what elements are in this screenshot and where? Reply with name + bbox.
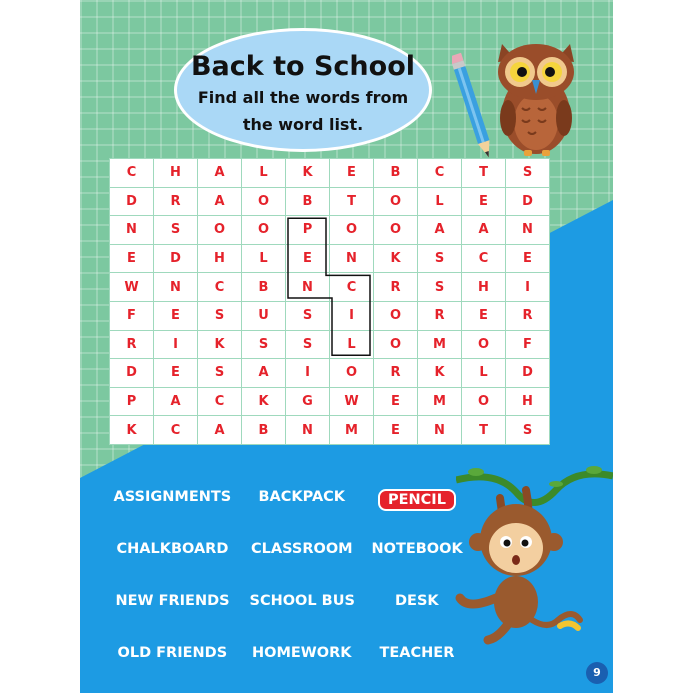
grid-cell[interactable]: K xyxy=(418,359,462,388)
grid-cell[interactable]: E xyxy=(154,301,198,330)
word-list-item: TEACHER xyxy=(379,645,455,661)
grid-cell[interactable]: H xyxy=(462,273,506,302)
word-list-item: NOTEBOOK xyxy=(371,541,463,557)
grid-cell[interactable]: E xyxy=(374,416,418,445)
grid-cell[interactable]: M xyxy=(418,387,462,416)
grid-cell[interactable]: A xyxy=(242,359,286,388)
grid-cell[interactable]: A xyxy=(418,216,462,245)
grid-cell[interactable]: W xyxy=(330,387,374,416)
grid-cell[interactable]: R xyxy=(154,187,198,216)
grid-cell[interactable]: M xyxy=(418,330,462,359)
grid-row xyxy=(110,273,550,302)
grid-cell[interactable]: E xyxy=(462,187,506,216)
grid-cell[interactable]: N xyxy=(286,273,330,302)
grid-cell[interactable]: E xyxy=(286,244,330,273)
grid-cell[interactable]: C xyxy=(198,387,242,416)
grid-cell[interactable]: R xyxy=(418,301,462,330)
grid-cell[interactable]: N xyxy=(330,244,374,273)
pencil-icon xyxy=(452,50,492,162)
instructions-line-2: the word list. xyxy=(242,115,364,134)
grid-cell[interactable]: K xyxy=(198,330,242,359)
grid-cell[interactable]: S xyxy=(242,330,286,359)
grid-cell[interactable]: M xyxy=(330,416,374,445)
grid-cell[interactable]: I xyxy=(154,330,198,359)
title-bubble xyxy=(174,28,432,152)
grid-cell[interactable]: B xyxy=(286,187,330,216)
grid-cell[interactable]: W xyxy=(110,273,154,302)
instructions-line-1: Find all the words from xyxy=(197,88,409,107)
grid-cell[interactable]: P xyxy=(110,387,154,416)
grid-cell[interactable]: B xyxy=(242,273,286,302)
grid-cell[interactable]: S xyxy=(418,273,462,302)
grid-cell[interactable]: T xyxy=(330,187,374,216)
word-list-item: PENCIL xyxy=(378,489,456,511)
grid-cell[interactable]: N xyxy=(110,216,154,245)
grid-cell[interactable]: C xyxy=(110,159,154,188)
grid-cell[interactable]: D xyxy=(154,244,198,273)
puzzle-page xyxy=(80,0,613,693)
grid-cell[interactable]: E xyxy=(506,244,550,273)
grid-cell[interactable]: K xyxy=(242,387,286,416)
word-list-item: ASSIGNMENTS xyxy=(113,489,232,505)
grid-cell[interactable]: S xyxy=(286,301,330,330)
grid-cell[interactable]: N xyxy=(286,416,330,445)
grid-cell[interactable]: A xyxy=(198,416,242,445)
owl-icon xyxy=(488,30,584,158)
grid-cell[interactable]: F xyxy=(110,301,154,330)
grid-cell[interactable]: I xyxy=(330,301,374,330)
grid-cell[interactable]: S xyxy=(198,301,242,330)
grid-cell[interactable]: L xyxy=(242,244,286,273)
grid-row xyxy=(110,244,550,273)
word-list-item: CHALKBOARD xyxy=(116,541,229,557)
grid-cell[interactable]: C xyxy=(154,416,198,445)
grid-cell[interactable]: H xyxy=(198,244,242,273)
grid-cell[interactable]: S xyxy=(154,216,198,245)
grid-row xyxy=(110,359,550,388)
grid-cell[interactable]: B xyxy=(374,159,418,188)
grid-cell[interactable]: D xyxy=(110,187,154,216)
grid-cell[interactable]: D xyxy=(110,359,154,388)
grid-cell[interactable]: G xyxy=(286,387,330,416)
grid-cell[interactable]: S xyxy=(506,416,550,445)
grid-cell[interactable]: I xyxy=(286,359,330,388)
grid-cell[interactable]: A xyxy=(198,187,242,216)
monkey-icon xyxy=(448,470,588,646)
grid-cell[interactable]: P xyxy=(286,216,330,245)
grid-cell[interactable]: C xyxy=(198,273,242,302)
grid-cell[interactable]: S xyxy=(506,159,550,188)
grid-cell[interactable]: T xyxy=(462,416,506,445)
grid-cell[interactable]: E xyxy=(330,159,374,188)
grid-cell[interactable]: N xyxy=(154,273,198,302)
grid-row xyxy=(110,416,550,445)
grid-cell[interactable]: O xyxy=(198,216,242,245)
grid-cell[interactable]: N xyxy=(418,416,462,445)
word-list-item: CLASSROOM xyxy=(251,541,353,557)
grid-cell[interactable]: O xyxy=(242,187,286,216)
grid-cell[interactable]: O xyxy=(462,387,506,416)
grid-row xyxy=(110,387,550,416)
grid-cell[interactable]: I xyxy=(506,273,550,302)
grid-cell[interactable]: E xyxy=(154,359,198,388)
page-number: 9 xyxy=(586,662,608,684)
grid-cell[interactable]: K xyxy=(286,159,330,188)
grid-row xyxy=(110,301,550,330)
grid-cell[interactable]: R xyxy=(374,359,418,388)
grid-cell[interactable]: L xyxy=(418,187,462,216)
grid-cell[interactable]: O xyxy=(330,216,374,245)
word-list-item: OLD FRIENDS xyxy=(117,645,228,661)
grid-cell[interactable]: R xyxy=(506,301,550,330)
grid-cell[interactable]: C xyxy=(418,159,462,188)
grid-row xyxy=(110,187,550,216)
grid-cell[interactable]: H xyxy=(506,387,550,416)
page-title: Back to School xyxy=(190,51,416,82)
grid-cell[interactable]: R xyxy=(110,330,154,359)
grid-row xyxy=(110,330,550,359)
word-list-item: DESK xyxy=(395,593,439,609)
grid-cell[interactable]: D xyxy=(506,187,550,216)
grid-cell[interactable]: F xyxy=(506,330,550,359)
grid-cell[interactable]: A xyxy=(154,387,198,416)
grid-row xyxy=(110,216,550,245)
grid-cell[interactable]: S xyxy=(198,359,242,388)
grid-cell[interactable]: C xyxy=(462,244,506,273)
grid-cell[interactable]: K xyxy=(374,244,418,273)
grid-cell[interactable]: C xyxy=(330,273,374,302)
grid-cell[interactable]: L xyxy=(462,359,506,388)
grid-cell[interactable]: U xyxy=(242,301,286,330)
word-list-item: SCHOOL BUS xyxy=(249,593,355,609)
grid-cell[interactable]: A xyxy=(198,159,242,188)
grid-cell[interactable]: A xyxy=(462,216,506,245)
grid-cell[interactable]: B xyxy=(242,416,286,445)
grid-cell[interactable]: E xyxy=(374,387,418,416)
grid-cell[interactable]: E xyxy=(462,301,506,330)
grid-cell[interactable]: H xyxy=(154,159,198,188)
word-list-item: BACKPACK xyxy=(258,489,346,505)
word-list-item: NEW FRIENDS xyxy=(115,593,230,609)
grid-cell[interactable]: L xyxy=(330,330,374,359)
grid-row xyxy=(110,159,550,188)
grid-cell[interactable]: T xyxy=(462,159,506,188)
grid-cell[interactable]: S xyxy=(418,244,462,273)
grid-cell[interactable]: N xyxy=(506,216,550,245)
grid-cell[interactable]: O xyxy=(374,301,418,330)
grid-cell[interactable]: O xyxy=(374,216,418,245)
grid-cell[interactable]: R xyxy=(374,273,418,302)
grid-cell[interactable]: O xyxy=(242,216,286,245)
grid-cell[interactable]: S xyxy=(286,330,330,359)
grid-cell[interactable]: O xyxy=(374,330,418,359)
grid-cell[interactable]: E xyxy=(110,244,154,273)
grid-cell[interactable]: O xyxy=(330,359,374,388)
grid-cell[interactable]: O xyxy=(374,187,418,216)
grid-cell[interactable]: K xyxy=(110,416,154,445)
grid-cell[interactable]: O xyxy=(462,330,506,359)
word-search-grid xyxy=(109,158,550,445)
word-list-item: HOMEWORK xyxy=(252,645,352,661)
grid-cell[interactable]: L xyxy=(242,159,286,188)
grid-cell[interactable]: D xyxy=(506,359,550,388)
